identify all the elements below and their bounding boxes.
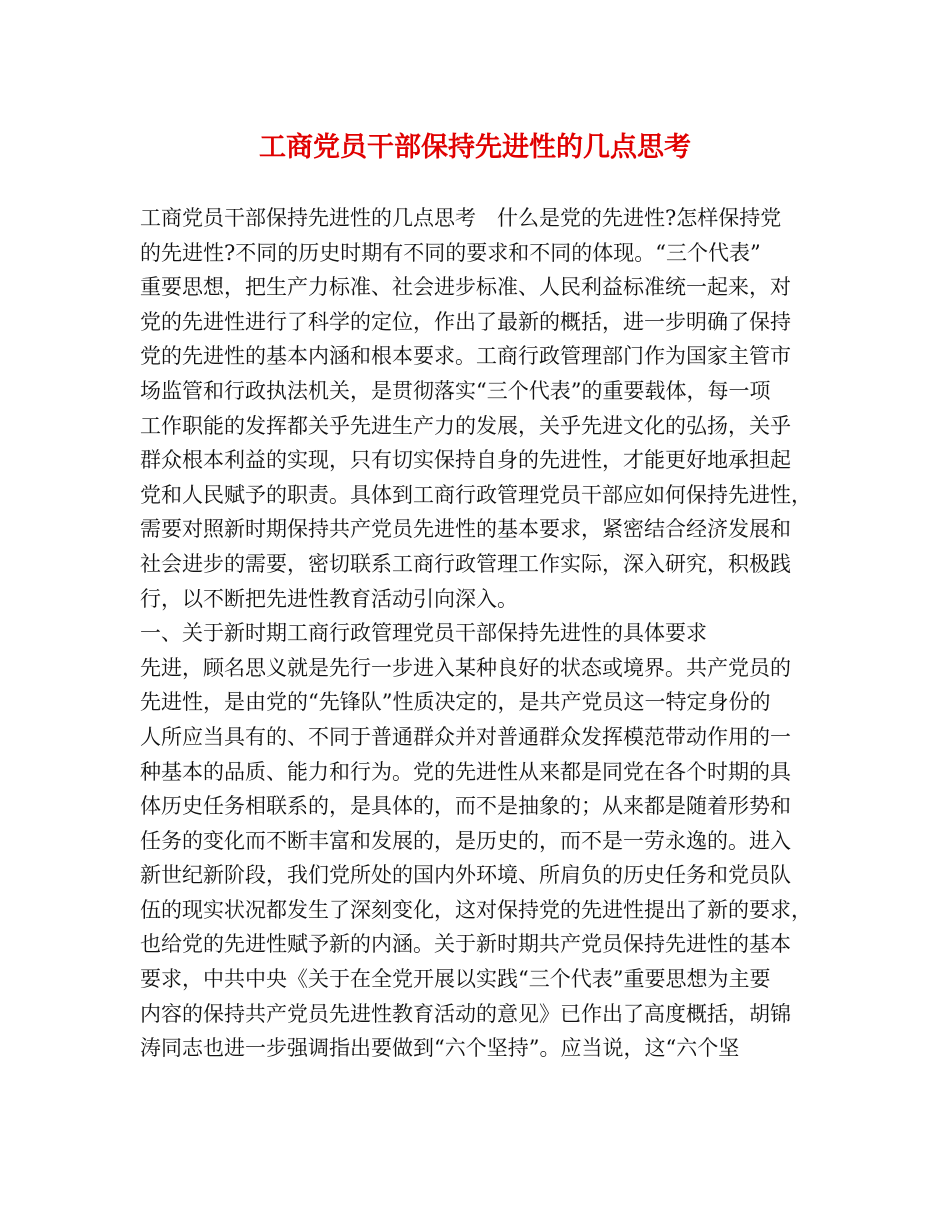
body-line: 先进，顾名思义就是先行一步进入某种良好的状态或境界。共产党员的 — [140, 655, 791, 680]
body-line: 工作职能的发挥都关乎先进生产力的发展，关乎先进文化的弘扬，关乎 — [140, 413, 791, 438]
body-line: 社会进步的需要，密切联系工商行政管理工作实际，深入研究，积极践 — [140, 551, 791, 576]
body-line: 伍的现实状况都发生了深刻变化，这对保持党的先进性提出了新的要求， — [140, 897, 812, 922]
document-title: 工商党员干部保持先进性的几点思考 — [259, 132, 691, 163]
body-line: 党的先进性进行了科学的定位，作出了最新的概括，进一步明确了保持 — [140, 309, 791, 334]
body-line: 人所应当具有的、不同于普通群众并对普通群众发挥模范带动作用的一 — [140, 724, 791, 749]
body-line: 党的先进性的基本内涵和根本要求。工商行政管理部门作为国家主管市 — [140, 344, 791, 369]
body-line: 新世纪新阶段，我们党所处的国内外环境、所肩负的历史任务和党员队 — [140, 863, 791, 888]
body-line: 内容的保持共产党员先进性教育活动的意见》已作出了高度概括，胡锦 — [140, 1001, 791, 1026]
body-line: 党和人民赋予的职责。具体到工商行政管理党员干部应如何保持先进性， — [140, 482, 812, 507]
body-line: 行，以不断把先进性教育活动引向深入。 — [140, 586, 518, 611]
body-line: 群众根本利益的实现，只有切实保持自身的先进性，才能更好地承担起 — [140, 448, 791, 473]
body-line: 要求，中共中央《关于在全党开展以实践“三个代表”重要思想为主要 — [140, 967, 771, 992]
body-line: 也给党的先进性赋予新的内涵。关于新时期共产党员保持先进性的基本 — [140, 932, 791, 957]
body-line: 的先进性?不同的历史时期有不同的要求和不同的体现。“三个代表” — [140, 240, 761, 265]
section-heading: 一、关于新时期工商行政管理党员干部保持先进性的具体要求 — [140, 621, 707, 646]
body-line: 先进性，是由党的“先锋队”性质决定的，是共产党员这一特定身份的 — [140, 690, 771, 715]
body-line: 种基本的品质、能力和行为。党的先进性从来都是同党在各个时期的具 — [140, 759, 791, 784]
body-line: 重要思想，把生产力标准、社会进步标准、人民利益标准统一起来，对 — [140, 275, 791, 300]
body-line: 场监管和行政执法机关，是贯彻落实“三个代表”的重要载体，每一项 — [140, 378, 771, 403]
body-line: 涛同志也进一步强调指出要做到“六个坚持”。应当说，这“六个坚 — [140, 1036, 740, 1061]
body-line: 需要对照新时期保持共产党员先进性的基本要求，紧密结合经济发展和 — [140, 517, 791, 542]
body-line: 工商党员干部保持先进性的几点思考 什么是党的先进性?怎样保持党 — [140, 206, 782, 230]
body-line: 任务的变化而不断丰富和发展的，是历史的，而不是一劳永逸的。进入 — [140, 828, 791, 853]
document-body — [140, 201, 815, 1066]
body-line: 体历史任务相联系的，是具体的，而不是抽象的；从来都是随着形势和 — [140, 794, 791, 819]
